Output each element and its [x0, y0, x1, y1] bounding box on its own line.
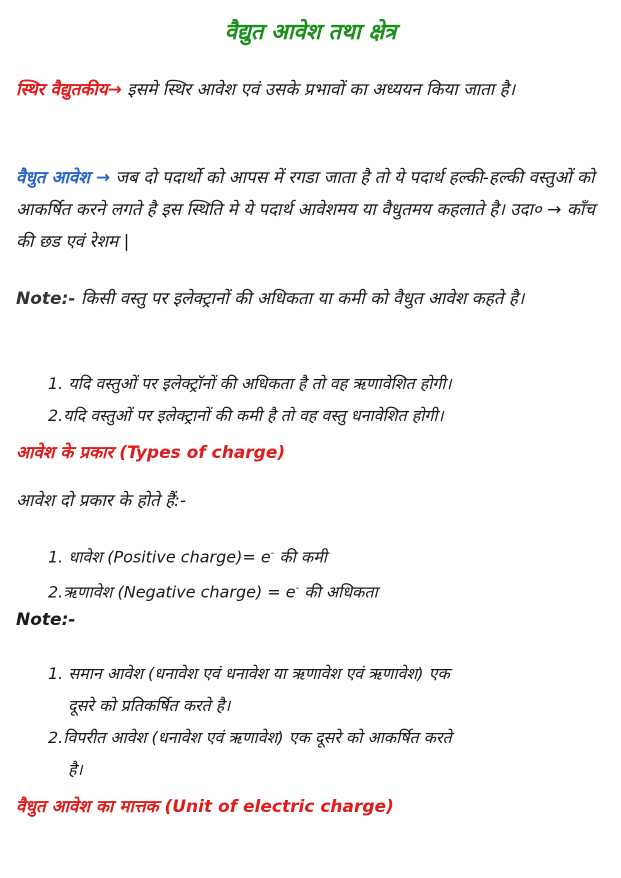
- type-negative-suffix: की अधिकता: [299, 582, 378, 602]
- type-negative-sup: -: [295, 583, 300, 595]
- note2-list: [48, 658, 608, 786]
- static-electricity-text: इसमे स्थिर आवेश एवं उसके प्रभावों का अध्ययन किया जाता है।: [121, 80, 516, 100]
- type-positive-sup: -: [270, 548, 275, 559]
- type-negative-prefix: 2.ऋणावेश (Negative charge) = e: [48, 582, 296, 602]
- types-of-charge-heading: आवेश के प्रकार (Types of charge): [16, 443, 286, 463]
- type-positive-suffix: की कमी: [274, 547, 327, 567]
- type-positive-prefix: 1. धावेश (Positive charge)= e: [48, 547, 271, 567]
- note2-label: Note:-: [16, 610, 76, 630]
- list-item: [48, 722, 608, 786]
- list-item: [48, 538, 608, 573]
- static-electricity-paragraph: [16, 74, 608, 106]
- unit-of-charge-heading: वैधुत आवेश का मात्तक (Unit of electric charge): [16, 797, 394, 817]
- note1-label: Note:-: [16, 289, 76, 309]
- list-item: 2.यदि वस्तुओं पर इलेक्ट्रानों की कमी है तो वह वस्तु धनावेशित होगी।: [48, 406, 444, 425]
- static-electricity-term: स्थिर वैद्युतकीय→: [16, 80, 122, 100]
- electric-charge-paragraph: [16, 162, 608, 258]
- note2-item1-line2: दूसरे को प्रतिकर्षित करते है।: [68, 696, 231, 715]
- list-item: [48, 658, 608, 722]
- list-item: [48, 573, 608, 608]
- note1-list: [48, 368, 608, 432]
- note2-item2-line1: 2.विपरीत आवेश (धनावेश एवं ऋणावेश) एक दूसरे को आकर्षित करते: [48, 728, 452, 747]
- electric-charge-text: जब दो पदार्थो को आपस में रगडा जाता है तो ये पदार्थ हल्की-हल्की वस्तुओं को आकर्षित करने लगते है इस स्थिति मे ये पदार्थ आवेशमय या वैधुतमय कहलाते है। उदा० → काँच की छड एवं रेशम |: [16, 168, 596, 252]
- page-title: वैद्युत आवेश तथा क्षेत्र: [224, 20, 397, 45]
- types-list: [48, 538, 608, 609]
- note1-paragraph: [16, 283, 608, 315]
- note1-text: किसी वस्तु पर इलेक्ट्रानों की अधिकता या कमी को वैधुत आवेश कहते है।: [75, 289, 525, 309]
- list-item: 1. यदि वस्तुओं पर इलेक्ट्रॉनों की अधिकता है तो वह ऋणावेशित होगी।: [48, 374, 452, 393]
- note2-item2-line2: है।: [68, 760, 83, 779]
- types-intro: आवेश दो प्रकार के होते हैं:-: [16, 491, 186, 511]
- electric-charge-term: वैधुत आवेश →: [16, 168, 111, 188]
- note2-item1-line1: 1. समान आवेश (धनावेश एवं धनावेश या ऋणावेश एवं ऋणावेश) एक: [48, 664, 450, 683]
